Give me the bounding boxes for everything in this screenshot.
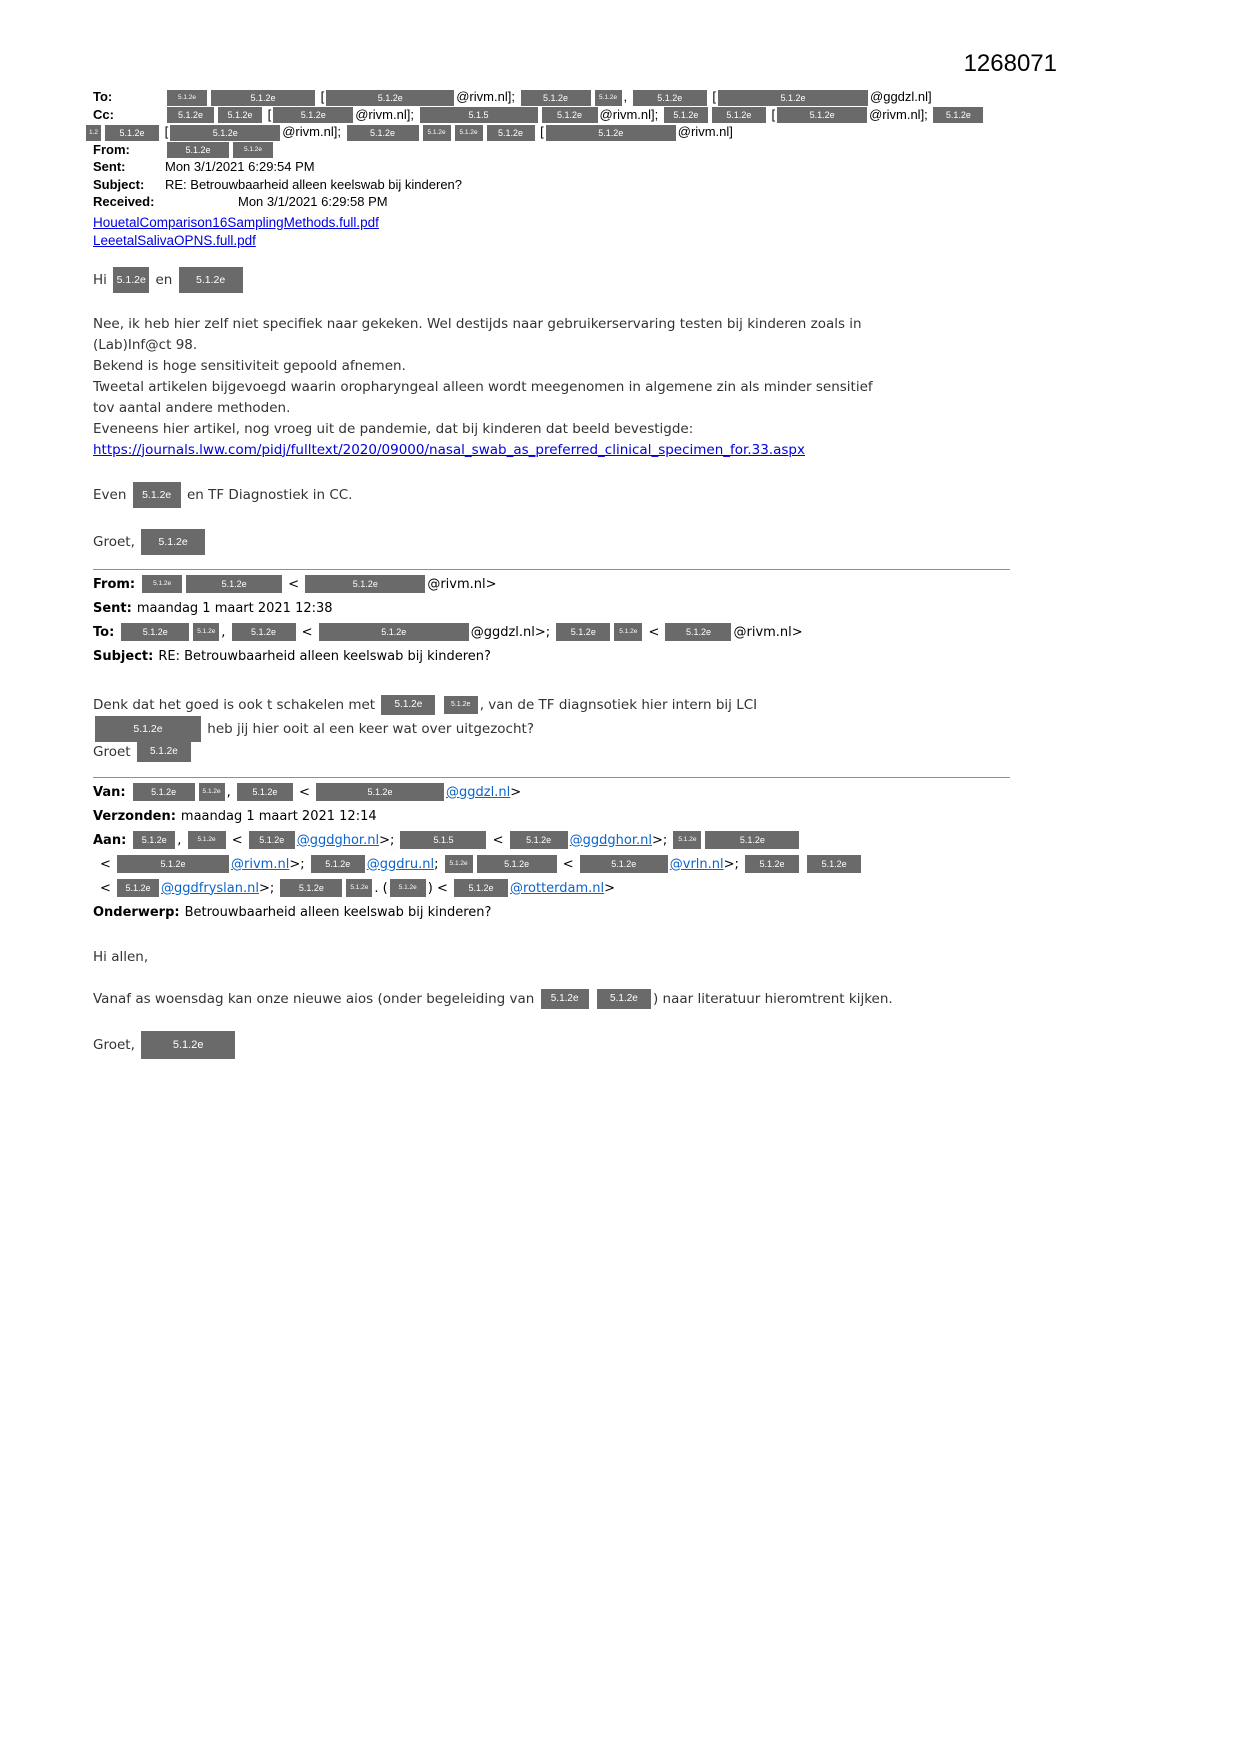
redaction-box: 5.1.2e <box>170 125 280 141</box>
header-field-value <box>238 193 388 211</box>
email2-body <box>93 695 1013 763</box>
text-run: Eveneens hier artikel, nog vroeg uit de pandemie, dat bij kinderen dat beeld bevestigde: <box>93 420 694 437</box>
redaction-box: 5.1.2e <box>280 879 342 897</box>
body-line <box>93 947 1013 968</box>
redaction-box: 5.1.2e <box>141 529 205 555</box>
text-run: [ <box>767 106 776 122</box>
text-run: > <box>510 784 522 800</box>
redaction-box: 5.1.2e <box>133 831 175 849</box>
header-row <box>93 141 1163 159</box>
text-run: < <box>644 624 664 640</box>
redaction-box: 5.1.2e <box>477 855 557 873</box>
email1-header <box>88 88 1163 211</box>
redaction-box: 5.1.2e <box>595 90 622 106</box>
redaction-box: 5.1.2e <box>487 125 535 141</box>
header-row <box>93 829 1163 853</box>
email-thread <box>88 88 1163 1059</box>
body-line <box>93 267 1013 293</box>
body-line <box>93 695 1013 716</box>
redaction-box: 5.1.2e <box>580 855 668 873</box>
body-line <box>93 508 1013 529</box>
redaction-box: 5.1.2e <box>390 879 426 897</box>
text-run: RE: Betrouwbaarheid alleen keelswab bij kinderen? <box>165 176 463 192</box>
redaction-box: 5.1.2e <box>121 623 189 641</box>
redaction-box: 5.1.2e <box>133 482 181 508</box>
text-run: @rivm.nl> <box>733 624 803 640</box>
text-run: Nee, ik heb hier zelf niet specifiek naar gekeken. Wel destijds naar gebruikerservaring testen bij kinderen zoals in <box>93 315 862 332</box>
header-row <box>93 621 1163 645</box>
redaction-box: 5.1.2e <box>199 783 225 801</box>
text-run: Groet <box>93 743 135 760</box>
header-row <box>88 123 1163 141</box>
header-field-value <box>165 88 932 106</box>
body-line <box>93 529 1013 555</box>
text-run: , <box>226 784 235 800</box>
text-run: < <box>284 576 304 592</box>
redaction-box: 5.1.2e <box>113 267 149 293</box>
redaction-box: 5.1.2e <box>117 855 229 873</box>
email-domain-link[interactable]: @ggdzl.nl <box>446 784 511 800</box>
doc-number: 1268071 <box>963 50 1057 77</box>
header-row <box>93 193 1163 211</box>
text-run: >; <box>258 880 279 896</box>
redaction-box: 5.1.2e <box>167 90 207 106</box>
redaction-box: 5.1.2e <box>142 575 182 593</box>
redaction-box: 5.1.2e <box>712 107 766 123</box>
header-row <box>93 781 1163 805</box>
header-field-value <box>165 141 275 159</box>
redaction-box: 5.1.2e <box>423 125 451 141</box>
text-run <box>801 857 805 872</box>
text-run: < <box>488 832 508 848</box>
header-field-label: Cc: <box>93 106 114 122</box>
redaction-box: 5.1.2e <box>664 107 708 123</box>
redaction-box: 5.1.2e <box>546 125 676 141</box>
body-line <box>93 440 1013 461</box>
text-run: Denk dat het goed is ook t schakelen met <box>93 696 380 713</box>
attachment-link[interactable]: LeeetalSalivaOPNS.full.pdf <box>93 233 256 249</box>
redaction-box: 5.1.2e <box>179 267 243 293</box>
redaction-box: 5.1.2e <box>326 90 454 106</box>
email-domain-link[interactable]: @ggdfryslan.nl <box>161 880 259 896</box>
redaction-box: 5.1.2e <box>319 623 469 641</box>
header-field-label: Aan: <box>93 832 127 848</box>
redaction-box: 5.1.2e <box>193 623 219 641</box>
redaction-box: 5.1.2e <box>141 1031 235 1059</box>
redaction-box: 5.1.2e <box>311 855 365 873</box>
body-line <box>93 1031 1013 1059</box>
body-line <box>93 968 1013 989</box>
redaction-box: 5.1.5 <box>420 107 538 123</box>
header-field-value <box>137 601 333 616</box>
header-field-label: Received: <box>93 194 155 210</box>
text-run: Betrouwbaarheid alleen keelswab bij kinderen? <box>184 904 492 920</box>
text-run: [ <box>708 89 717 104</box>
redaction-box: 5.1.2e <box>218 107 262 123</box>
header-field-label: Subject: <box>93 648 154 664</box>
text-run: @rivm.nl]; <box>282 124 345 140</box>
header-field-label: From: <box>93 576 136 592</box>
redaction-box: 5.1.2e <box>444 696 478 714</box>
header-field-value <box>165 158 315 176</box>
header-row <box>93 106 1163 124</box>
redaction-box: 5.1.2e <box>133 783 195 801</box>
text-run: , <box>221 624 230 640</box>
redaction-box: 5.1.2e <box>597 989 651 1009</box>
header-field-label: From: <box>93 141 130 157</box>
text-run <box>437 697 441 713</box>
text-run: @ggdzl.nl] <box>870 89 932 104</box>
header-field-label: Subject: <box>93 176 145 192</box>
header-field-value <box>100 881 615 896</box>
header-field-value <box>185 905 492 920</box>
text-run: maandag 1 maart 2021 12:38 <box>136 600 333 616</box>
email-domain-link[interactable]: @rivm.nl <box>231 856 290 872</box>
text-run: >; <box>379 832 399 848</box>
header-field-value <box>100 857 863 872</box>
body-line <box>93 314 1013 335</box>
body-line <box>93 398 1013 419</box>
redaction-box: 5.1.2e <box>167 107 214 123</box>
email3-body <box>93 947 1013 1059</box>
header-field-value <box>119 625 802 640</box>
text-run: Hi allen, <box>93 948 149 965</box>
email1-body <box>93 267 1013 555</box>
text-run: [ <box>161 124 169 140</box>
redaction-box: 5.1.2e <box>346 879 372 897</box>
header-row <box>93 88 1163 106</box>
redaction-box: 5.1.2e <box>745 855 799 873</box>
redaction-box: 5.1.2e <box>673 831 701 849</box>
redaction-box: 5.1.2e <box>211 90 315 106</box>
redaction-box: 5.1.2e <box>455 125 483 141</box>
redaction-box: 5.1.2e <box>305 575 425 593</box>
text-run: < <box>100 880 116 896</box>
redaction-box: 5.1.2e <box>117 879 159 897</box>
attachment-row <box>93 232 1163 251</box>
text-run: >; <box>723 856 744 872</box>
email3-header <box>93 781 1163 925</box>
redaction-box: 5.1.2e <box>249 831 295 849</box>
redaction-box: 5.1.5 <box>400 831 486 849</box>
text-run: maandag 1 maart 2021 12:14 <box>180 808 377 824</box>
attachment-links <box>93 214 1163 251</box>
text-run: tov aantal andere methoden. <box>93 399 291 416</box>
text-run: < <box>100 856 116 872</box>
text-run: [ <box>264 106 272 122</box>
header-field-value <box>131 833 801 848</box>
body-line <box>93 377 1013 398</box>
header-field-label: Sent: <box>93 159 126 175</box>
body-line <box>93 742 1013 763</box>
divider <box>93 777 1010 778</box>
body-line <box>93 356 1013 377</box>
header-field-value <box>165 106 985 124</box>
article-link[interactable]: https://journals.lww.com/pidj/fulltext/2020/09000/nasal_swab_as_preferred_clinical_specimen_for.33.aspx <box>93 441 805 458</box>
text-run: < <box>297 624 317 640</box>
text-run: Even <box>93 486 131 503</box>
text-run: Mon 3/1/2021 6:29:54 PM <box>165 159 315 175</box>
header-row <box>93 597 1163 621</box>
redaction-box: 5.1.2e <box>807 855 861 873</box>
text-run: en <box>151 271 177 288</box>
redaction-box: 5.1.2e <box>454 879 508 897</box>
text-run: Mon 3/1/2021 6:29:58 PM <box>238 194 388 210</box>
text-run: RE: Betrouwbaarheid alleen keelswab bij kinderen? <box>158 648 491 664</box>
redaction-box: 5.1.2e <box>232 623 296 641</box>
text-run: Hi <box>93 271 112 288</box>
redaction-box: 5.1.2e <box>237 783 293 801</box>
email-domain-link[interactable]: @ggdru.nl <box>366 856 435 872</box>
email-domain-link[interactable]: @vrln.nl <box>669 856 724 872</box>
header-row <box>93 176 1163 194</box>
redaction-box: 5.1.2e <box>718 90 868 106</box>
email-domain-link[interactable]: @ggdghor.nl <box>569 832 652 848</box>
text-run: @rivm.nl] <box>677 124 733 140</box>
header-field-value <box>165 176 462 194</box>
email2-header <box>93 573 1163 669</box>
text-run: < <box>227 832 247 848</box>
text-run: @rivm.nl> <box>427 576 497 592</box>
header-field-value <box>181 809 377 824</box>
redaction-box: 5.1.2e <box>137 742 191 762</box>
text-run: ) naar literatuur hieromtrent kijken. <box>652 990 893 1007</box>
text-run <box>591 991 595 1007</box>
redaction-box: 5.1.2e <box>381 695 435 715</box>
text-run: heb jij hier ooit al een keer wat over uitgezocht? <box>203 720 534 737</box>
redaction-box: 5.1.2e <box>665 623 731 641</box>
attachment-link[interactable]: HouetalComparison16SamplingMethods.full.pdf <box>93 214 379 230</box>
redaction-box: 5.1.2e <box>233 142 273 158</box>
text-run: en TF Diagnostiek in CC. <box>182 486 353 503</box>
header-field-label: Van: <box>93 784 126 800</box>
header-field-label: To: <box>93 89 113 104</box>
header-row <box>93 853 1163 877</box>
body-line <box>93 293 1013 314</box>
header-row <box>93 158 1163 176</box>
redaction-box: 5.1.2e <box>614 623 642 641</box>
email-domain-link[interactable]: @rotterdam.nl <box>509 880 605 896</box>
body-line <box>93 989 1013 1010</box>
text-run: >; <box>289 856 309 872</box>
email-domain-link[interactable]: @ggdghor.nl <box>296 832 380 848</box>
redaction-box: 5.1.2e <box>633 90 707 106</box>
header-row <box>93 645 1163 669</box>
redaction-box: 5.1.2e <box>556 623 610 641</box>
redaction-box: 5.1.2e <box>188 831 226 849</box>
text-run: @rivm.nl]; <box>869 106 932 122</box>
text-run: @ggdzl.nl>; <box>470 624 555 640</box>
redaction-box: 5.1.2e <box>521 90 591 106</box>
text-run: > <box>604 880 616 896</box>
body-line <box>93 1010 1013 1031</box>
text-run: [ <box>536 124 544 140</box>
body-line <box>93 482 1013 508</box>
body-line <box>93 419 1013 440</box>
text-run: Vanaf as woensdag kan onze nieuwe aios (onder begeleiding van <box>93 990 539 1007</box>
header-field-value <box>158 649 491 664</box>
text-run: [ <box>317 89 325 104</box>
body-line <box>93 716 1013 742</box>
header-field-value <box>140 577 496 592</box>
text-run: < <box>294 784 315 800</box>
redaction-box: 5.1.2e <box>777 107 867 123</box>
text-run: Groet, <box>93 533 140 550</box>
text-run: (Lab)Inf@ct 98. <box>93 336 198 353</box>
redaction-box: 5.1.2e <box>95 716 201 742</box>
header-row <box>93 901 1163 925</box>
text-run: ) < <box>427 880 452 896</box>
header-field-label: Verzonden: <box>93 808 176 824</box>
text-run: >; <box>652 832 672 848</box>
header-row <box>93 805 1163 829</box>
redaction-box: 5.1.2e <box>705 831 799 849</box>
body-line <box>93 461 1013 482</box>
header-field-label: To: <box>93 624 115 640</box>
text-run: Groet, <box>93 1036 140 1053</box>
redaction-box: 5.1.2e <box>542 107 598 123</box>
redaction-box: 5.1.2e <box>273 107 353 123</box>
text-run: @rivm.nl]; <box>355 106 418 122</box>
redaction-box: 5.1.2e <box>347 125 419 141</box>
header-field-value <box>131 785 522 800</box>
header-row <box>93 573 1163 597</box>
redaction-box: 5.1.2e <box>167 142 229 158</box>
redaction-box: 5.1.2e <box>316 783 444 801</box>
redaction-box: 5.1.2e <box>541 989 589 1009</box>
header-row <box>93 877 1163 901</box>
text-run: Bekend is hoge sensitiviteit gepoold afnemen. <box>93 357 406 374</box>
redaction-box: 5.1.2e <box>933 107 983 123</box>
redaction-box: 5.1.2e <box>105 125 159 141</box>
text-run: Tweetal artikelen bijgevoegd waarin oropharyngeal alleen wordt meegenomen in algemene zin als minder sensitief <box>93 378 873 395</box>
body-line <box>93 335 1013 356</box>
redaction-box: 5.1.2e <box>445 855 473 873</box>
attachment-row <box>93 214 1163 233</box>
text-run: < <box>558 856 578 872</box>
header-field-label: Sent: <box>93 600 132 616</box>
header-field-value <box>84 123 733 141</box>
text-run: , <box>177 832 186 848</box>
text-run: , van de TF diagnsotiek hier intern bij LCI <box>479 696 758 713</box>
redaction-box: 1.2 <box>86 125 101 141</box>
redaction-box: 5.1.2e <box>510 831 568 849</box>
text-run: , <box>623 89 631 104</box>
redaction-box: 5.1.2e <box>186 575 282 593</box>
text-run: ; <box>434 856 443 872</box>
text-run: @rivm.nl]; <box>599 106 662 122</box>
text-run: @rivm.nl]; <box>456 89 519 104</box>
text-run: . ( <box>374 880 388 896</box>
header-field-label: Onderwerp: <box>93 904 180 920</box>
divider <box>93 569 1010 570</box>
